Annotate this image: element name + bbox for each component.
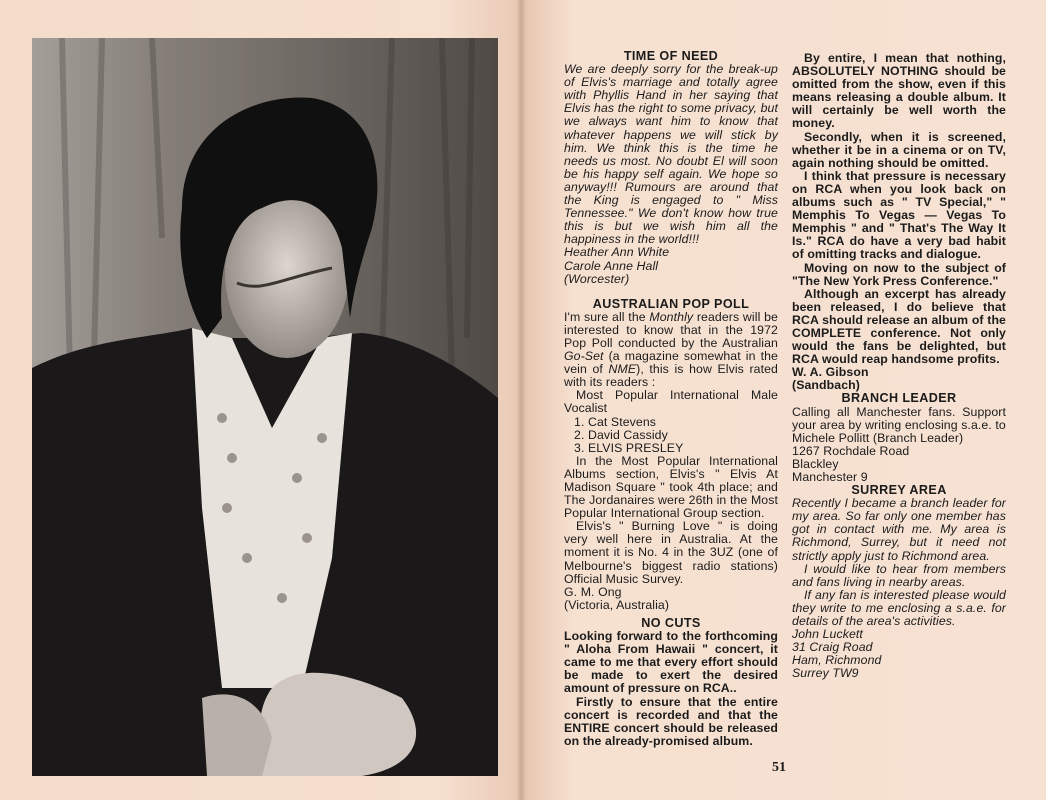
page-gutter <box>516 0 526 800</box>
signature: Carole Anne Hall <box>564 258 659 273</box>
address-line: Ham, Richmond <box>792 653 882 668</box>
address-line: John Luckett <box>792 627 863 642</box>
text-column-left <box>564 50 778 748</box>
australian-para: In the Most Popular International Albums section, Elvis's " Elvis At Madison Square " took 4th place; and The Jordanaires were 26th in the Most Popular International Group section. <box>564 453 778 521</box>
elvis-photo <box>32 38 498 776</box>
no-cuts-para: Firstly to ensure that the entire concert is recorded and that the ENTIRE concert should be released on the already-promised album. <box>564 694 778 748</box>
signature: W. A. Gibson <box>792 365 869 380</box>
no-cuts-para: By entire, I mean that nothing, ABSOLUTELY NOTHING should be omitted from the show, even if this means releasing a double album. It will certainly be well worth the money. <box>792 51 1006 131</box>
australian-para: Elvis's " Burning Love " is doing very well here in Australia. At the moment it is No. 4 in the 3UZ (one of Melbourne's biggest radio stations) Official Music Survey. <box>564 519 778 586</box>
text-column-right <box>792 52 1006 681</box>
no-cuts-para: I think that pressure is necessary on RCA when you look back on albums such as " TV Special," " Memphis To Vegas — Vegas To Memphis " and " That's The Way It Is." RCA do have a very bad habit of omitting tracks and dialogue. <box>792 168 1006 262</box>
signature-location: (Sandbach) <box>792 378 860 393</box>
address-line: Blackley <box>792 456 839 471</box>
address-line: 1267 Rochdale Road <box>792 443 910 458</box>
no-cuts-para: Looking forward to the forthcoming " Aloha From Hawaii " concert, it came to me that every effort should be made to exert the desired amount of pressure on RCA.. <box>564 629 778 696</box>
signature-location: (Victoria, Australia) <box>564 597 670 612</box>
poll-rank: 1. Cat Stevens <box>574 414 657 429</box>
surrey-para: Recently I became a branch leader for my area. So far only one member has got in contact with me. My area is Richmond, Surrey, but it need not strictly apply just to Richmond area. <box>792 496 1006 563</box>
left-page <box>0 0 521 800</box>
no-cuts-para: Moving on now to the subject of "The New York Press Conference." <box>792 260 1006 288</box>
heading-time-of-need: TIME OF NEED <box>623 49 719 63</box>
no-cuts-para: Secondly, when it is screened, whether it be in a cinema or on TV, again nothing should be omitted. <box>792 129 1006 170</box>
address-line: Manchester 9 <box>792 470 868 484</box>
signature: Heather Ann White <box>564 245 670 260</box>
heading-australian-pop-poll: AUSTRALIAN POP POLL <box>592 296 750 311</box>
signature: G. M. Ong <box>564 584 622 599</box>
poll-category: Most Popular International Male Vocalist <box>564 388 778 416</box>
surrey-para: I would like to hear from members and fans living in nearby areas. <box>792 561 1006 589</box>
heading-no-cuts: NO CUTS <box>641 615 701 630</box>
time-of-need-body: We are deeply sorry for the break-up of Elvis's marriage and totally agree with Phyllis Hand in her saying that Elvis has the right to some privacy, but we always want him to know that whatever happens we will stick by him. We think this is the time he needs us most. No doubt El will soon be his happy self again. We hope so anyway!!! Rumours are around that the King is engaged to " Miss Tennessee." We don't know how true this is but we wish him all the happiness in the world!!! <box>564 62 778 247</box>
branch-leader-body: Calling all Manchester fans. Support your area by writing enclosing s.a.e. to <box>792 404 1006 432</box>
no-cuts-para: Although an excerpt has already been released, I do believe that RCA should release an album of the COMPLETE conference. Not only would the fans be delighted, but RCA would reap handsome profits. <box>792 286 1006 367</box>
australian-intro: I'm sure all the Monthly readers will be interested to know that in the 1972 Pop Poll conducted by the Australian Go-Set (a magazine somewhat in the vein of NME), this is how Elvis rated with its readers : <box>564 309 779 390</box>
address-line: 31 Craig Road <box>792 640 873 655</box>
address-line: Surrey TW9 <box>792 666 859 681</box>
address-line: Michele Pollitt (Branch Leader) <box>792 430 964 445</box>
poll-rank: 2. David Cassidy <box>574 427 668 442</box>
surrey-para: If any fan is interested please would they write to me enclosing a s.a.e. for details of the area's activities. <box>792 587 1006 629</box>
heading-surrey-area: SURREY AREA <box>851 483 947 498</box>
page-number: 51 <box>772 760 786 775</box>
signature-location: (Worcester) <box>564 271 630 286</box>
poll-rank: 3. ELVIS PRESLEY <box>574 440 684 455</box>
heading-branch-leader: BRANCH LEADER <box>841 391 957 406</box>
